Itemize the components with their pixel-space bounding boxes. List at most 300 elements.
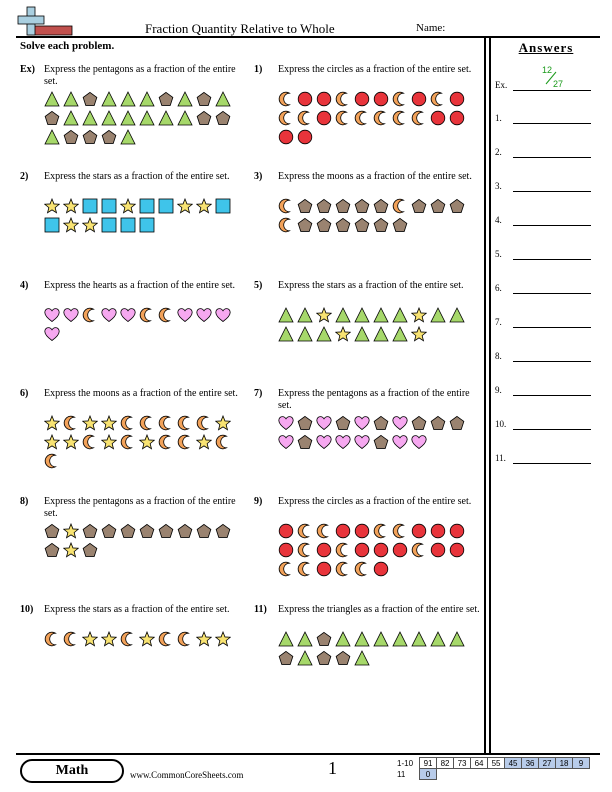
score-cell: 45 [505, 758, 522, 769]
star-icon [63, 523, 79, 539]
problem-text: Express the pentagons as a fraction of the entire set. [278, 388, 470, 411]
header-divider [16, 36, 600, 38]
pentagon-icon [316, 217, 332, 233]
answer-line [513, 157, 591, 158]
example-denominator: 27 [553, 79, 564, 89]
score-cell: 64 [471, 758, 488, 769]
moon-icon [278, 91, 294, 107]
shape-set [278, 415, 478, 453]
triangle-icon [354, 326, 370, 342]
answer-line [513, 429, 591, 430]
shape-set [44, 415, 244, 472]
moon-icon [158, 307, 174, 323]
score-cell: 55 [488, 758, 505, 769]
moon-icon [120, 434, 136, 450]
pentagon-icon [101, 129, 117, 145]
triangle-icon [215, 91, 231, 107]
shape-set [278, 198, 478, 236]
answer-row[interactable] [495, 113, 595, 127]
star-icon [63, 217, 79, 233]
shape-set [44, 523, 244, 561]
moon-icon [44, 631, 60, 647]
moon-icon [392, 198, 408, 214]
answer-column-divider-inner [489, 36, 491, 753]
moon-icon [139, 415, 155, 431]
circle-icon [449, 523, 465, 539]
pentagon-icon [82, 91, 98, 107]
circle-icon [430, 542, 446, 558]
problem-text: Express the circles as a fraction of the entire set. [278, 64, 472, 75]
problem-text: Express the moons as a fraction of the entire set. [44, 388, 238, 399]
circle-icon [316, 561, 332, 577]
problem-number: 1) [254, 64, 263, 75]
moon-icon [316, 523, 332, 539]
pentagon-icon [411, 415, 427, 431]
star-icon [335, 326, 351, 342]
moon-icon [392, 110, 408, 126]
square-icon [215, 198, 231, 214]
score-row-label: 1-10 [397, 758, 414, 768]
moon-icon [120, 415, 136, 431]
star-icon [215, 415, 231, 431]
moon-icon [82, 307, 98, 323]
pentagon-icon [297, 198, 313, 214]
triangle-icon [101, 91, 117, 107]
pentagon-icon [158, 91, 174, 107]
heart-icon [392, 415, 408, 431]
pentagon-icon [316, 198, 332, 214]
problem-number: 6) [20, 388, 29, 399]
square-icon [139, 198, 155, 214]
shape-set [44, 198, 244, 236]
circle-icon [278, 542, 294, 558]
problem-number: 8) [20, 496, 29, 507]
logo [16, 4, 76, 38]
problem-number: 7) [254, 388, 263, 399]
problem-number: Ex) [20, 64, 35, 75]
pentagon-icon [430, 198, 446, 214]
answer-label: 2. [495, 147, 502, 157]
pentagon-icon [373, 434, 389, 450]
moon-icon [354, 561, 370, 577]
moon-icon [392, 523, 408, 539]
answer-row[interactable] [495, 385, 595, 399]
pentagon-icon [335, 198, 351, 214]
answer-label: 3. [495, 181, 502, 191]
problem-text: Express the triangles as a fraction of the entire set. [278, 604, 480, 615]
star-icon [82, 217, 98, 233]
answer-line [513, 395, 591, 396]
heart-icon [316, 415, 332, 431]
pentagon-icon [44, 542, 60, 558]
star-icon [411, 326, 427, 342]
star-icon [196, 631, 212, 647]
answer-row[interactable] [495, 181, 595, 195]
moon-icon [196, 415, 212, 431]
answer-row[interactable] [495, 317, 595, 331]
moon-icon [373, 110, 389, 126]
pentagon-icon [449, 415, 465, 431]
score-cell: 18 [556, 758, 573, 769]
heart-icon [44, 307, 60, 323]
pentagon-icon [82, 542, 98, 558]
pentagon-icon [373, 217, 389, 233]
circle-icon [373, 561, 389, 577]
triangle-icon [392, 307, 408, 323]
answer-row[interactable] [495, 453, 595, 467]
heart-icon [196, 307, 212, 323]
pentagon-icon [63, 129, 79, 145]
shape-set [278, 631, 478, 669]
square-icon [120, 217, 136, 233]
circle-icon [430, 110, 446, 126]
star-icon [316, 307, 332, 323]
score-cell: 0 [420, 769, 437, 780]
score-cell: 91 [420, 758, 437, 769]
triangle-icon [44, 91, 60, 107]
pentagon-icon [373, 415, 389, 431]
pentagon-icon [139, 523, 155, 539]
square-icon [101, 198, 117, 214]
star-icon [196, 198, 212, 214]
star-icon [63, 198, 79, 214]
score-cell: 73 [454, 758, 471, 769]
star-icon [82, 415, 98, 431]
moon-icon [177, 434, 193, 450]
pentagon-icon [215, 523, 231, 539]
answer-label: 4. [495, 215, 502, 225]
circle-icon [430, 523, 446, 539]
moon-icon [215, 434, 231, 450]
moon-icon [335, 91, 351, 107]
problem-text: Express the moons as a fraction of the entire set. [278, 171, 472, 182]
moon-icon [297, 110, 313, 126]
pentagon-icon [278, 650, 294, 666]
square-icon [101, 217, 117, 233]
triangle-icon [177, 91, 193, 107]
problem-number: 4) [20, 280, 29, 291]
answer-line [513, 361, 591, 362]
circle-icon [449, 91, 465, 107]
triangle-icon [392, 631, 408, 647]
circle-icon [316, 91, 332, 107]
heart-icon [392, 434, 408, 450]
triangle-icon [354, 650, 370, 666]
answer-row[interactable] [495, 147, 595, 161]
triangle-icon [335, 307, 351, 323]
triangle-icon [449, 307, 465, 323]
heart-icon [120, 307, 136, 323]
triangle-icon [63, 110, 79, 126]
example-answer-fraction [538, 65, 568, 93]
square-icon [82, 198, 98, 214]
shape-set [278, 91, 478, 148]
triangle-icon [82, 110, 98, 126]
triangle-icon [354, 307, 370, 323]
circle-icon [373, 91, 389, 107]
square-icon [139, 217, 155, 233]
circle-icon [316, 110, 332, 126]
star-icon [101, 434, 117, 450]
circle-icon [373, 542, 389, 558]
triangle-icon [392, 326, 408, 342]
triangle-icon [139, 110, 155, 126]
answer-label: 7. [495, 317, 502, 327]
problem-number: 9) [254, 496, 263, 507]
pentagon-icon [297, 434, 313, 450]
site-url: www.CommonCoreSheets.com [130, 770, 244, 780]
circle-icon [297, 91, 313, 107]
answer-label: 5. [495, 249, 502, 259]
answer-label: Ex. [495, 80, 508, 90]
triangle-icon [101, 110, 117, 126]
moon-icon [392, 91, 408, 107]
pentagon-icon [297, 415, 313, 431]
problem-text: Express the stars as a fraction of the entire set. [44, 171, 230, 182]
square-icon [158, 198, 174, 214]
star-icon [82, 631, 98, 647]
heart-icon [177, 307, 193, 323]
pentagon-icon [44, 110, 60, 126]
circle-icon [354, 91, 370, 107]
moon-icon [297, 542, 313, 558]
triangle-icon [297, 650, 313, 666]
star-icon [196, 434, 212, 450]
answer-row[interactable] [495, 215, 595, 229]
triangle-icon [411, 631, 427, 647]
moon-icon [373, 523, 389, 539]
star-icon [177, 198, 193, 214]
triangle-icon [297, 631, 313, 647]
moon-icon [63, 415, 79, 431]
moon-icon [335, 542, 351, 558]
instructions: Solve each problem. [20, 40, 115, 52]
answer-row[interactable] [495, 249, 595, 263]
moon-icon [335, 561, 351, 577]
heart-icon [44, 326, 60, 342]
problem-text: Express the hearts as a fraction of the entire set. [44, 280, 236, 291]
star-icon [411, 307, 427, 323]
shape-set [278, 523, 478, 580]
moon-icon [297, 523, 313, 539]
star-icon [44, 415, 60, 431]
circle-icon [278, 129, 294, 145]
circle-icon [278, 523, 294, 539]
moon-icon [354, 110, 370, 126]
heart-icon [101, 307, 117, 323]
star-icon [101, 415, 117, 431]
shape-set [44, 91, 244, 148]
circle-icon [335, 523, 351, 539]
answer-label: 8. [495, 351, 502, 361]
pentagon-icon [196, 91, 212, 107]
moon-icon [120, 631, 136, 647]
answer-label: 1. [495, 113, 502, 123]
moon-icon [278, 561, 294, 577]
page-title: Fraction Quantity Relative to Whole [145, 21, 335, 36]
pentagon-icon [82, 129, 98, 145]
circle-icon [411, 523, 427, 539]
pentagon-icon [196, 523, 212, 539]
star-icon [44, 434, 60, 450]
problem-number: 2) [20, 171, 29, 182]
score-cell: 27 [539, 758, 556, 769]
pentagon-icon [196, 110, 212, 126]
moon-icon [177, 631, 193, 647]
answer-row[interactable] [495, 419, 595, 433]
pentagon-icon [449, 198, 465, 214]
heart-icon [63, 307, 79, 323]
heart-icon [278, 434, 294, 450]
score-cell: 9 [573, 758, 590, 769]
shape-set [44, 307, 244, 345]
heart-icon [335, 434, 351, 450]
heart-icon [411, 434, 427, 450]
heart-icon [354, 415, 370, 431]
triangle-icon [120, 91, 136, 107]
triangle-icon [430, 631, 446, 647]
moon-icon [411, 110, 427, 126]
problem-number: 5) [254, 280, 263, 291]
moon-icon [177, 415, 193, 431]
triangle-icon [297, 326, 313, 342]
heart-icon [316, 434, 332, 450]
moon-icon [158, 415, 174, 431]
answer-line [513, 463, 591, 464]
pentagon-icon [335, 650, 351, 666]
heart-icon [215, 307, 231, 323]
pentagon-icon [316, 650, 332, 666]
answer-label: 10. [495, 419, 507, 429]
subject-badge: Math [20, 759, 124, 783]
score-cell: 82 [437, 758, 454, 769]
triangle-icon [120, 129, 136, 145]
triangle-icon [430, 307, 446, 323]
triangle-icon [373, 326, 389, 342]
pentagon-icon [158, 523, 174, 539]
problem-number: 3) [254, 171, 263, 182]
circle-icon [449, 110, 465, 126]
moon-icon [278, 110, 294, 126]
triangle-icon [177, 110, 193, 126]
circle-icon [449, 542, 465, 558]
pentagon-icon [354, 198, 370, 214]
answer-label: 9. [495, 385, 502, 395]
triangle-icon [278, 307, 294, 323]
triangle-icon [449, 631, 465, 647]
answer-line [513, 123, 591, 124]
triangle-icon [158, 110, 174, 126]
answers-title: Answers [518, 40, 574, 55]
triangle-icon [120, 110, 136, 126]
star-icon [215, 631, 231, 647]
triangle-icon [316, 326, 332, 342]
answer-line [513, 191, 591, 192]
moon-icon [158, 434, 174, 450]
triangle-icon [373, 307, 389, 323]
moon-icon [430, 91, 446, 107]
pentagon-icon [335, 415, 351, 431]
answer-label: 11. [495, 453, 506, 463]
moon-icon [297, 561, 313, 577]
circle-icon [411, 91, 427, 107]
star-icon [101, 631, 117, 647]
moon-icon [335, 110, 351, 126]
triangle-icon [354, 631, 370, 647]
moon-icon [278, 217, 294, 233]
moon-icon [82, 434, 98, 450]
answer-line [513, 327, 591, 328]
footer-divider [16, 753, 600, 755]
pentagon-icon [373, 198, 389, 214]
pentagon-icon [392, 217, 408, 233]
triangle-icon [278, 631, 294, 647]
answer-row[interactable] [495, 283, 595, 297]
pentagon-icon [82, 523, 98, 539]
triangle-icon [139, 91, 155, 107]
name-label: Name: [416, 22, 446, 34]
star-icon [139, 631, 155, 647]
circle-icon [354, 523, 370, 539]
shape-set [44, 631, 244, 650]
answer-column-divider [484, 36, 486, 753]
pentagon-icon [120, 523, 136, 539]
circle-icon [297, 129, 313, 145]
answer-line [513, 293, 591, 294]
pentagon-icon [354, 217, 370, 233]
moon-icon [278, 198, 294, 214]
score-row-label: 11 [397, 769, 406, 779]
answer-line [513, 259, 591, 260]
triangle-icon [63, 91, 79, 107]
circle-icon [354, 542, 370, 558]
problem-number: 11) [254, 604, 267, 615]
circle-icon [392, 542, 408, 558]
moon-icon [139, 307, 155, 323]
triangle-icon [335, 631, 351, 647]
pentagon-icon [411, 198, 427, 214]
pentagon-icon [215, 110, 231, 126]
problem-text: Express the stars as a fraction of the entire set. [44, 604, 230, 615]
answer-row[interactable] [495, 351, 595, 365]
star-icon [120, 198, 136, 214]
moon-icon [411, 542, 427, 558]
circle-icon [316, 542, 332, 558]
moon-icon [158, 631, 174, 647]
pentagon-icon [316, 631, 332, 647]
problem-text: Express the pentagons as a fraction of the entire set. [44, 64, 236, 87]
pentagon-icon [297, 217, 313, 233]
pentagon-icon [335, 217, 351, 233]
triangle-icon [297, 307, 313, 323]
pentagon-icon [101, 523, 117, 539]
moon-icon [44, 453, 60, 469]
pentagon-icon [177, 523, 193, 539]
score-table [394, 757, 590, 780]
heart-icon [354, 434, 370, 450]
triangle-icon [44, 129, 60, 145]
star-icon [44, 198, 60, 214]
moon-icon [63, 631, 79, 647]
problem-text: Express the pentagons as a fraction of the entire set. [44, 496, 236, 519]
star-icon [139, 434, 155, 450]
star-icon [63, 542, 79, 558]
answer-line [513, 225, 591, 226]
heart-icon [278, 415, 294, 431]
example-numerator: 12 [542, 65, 553, 75]
triangle-icon [373, 631, 389, 647]
answer-label: 6. [495, 283, 502, 293]
